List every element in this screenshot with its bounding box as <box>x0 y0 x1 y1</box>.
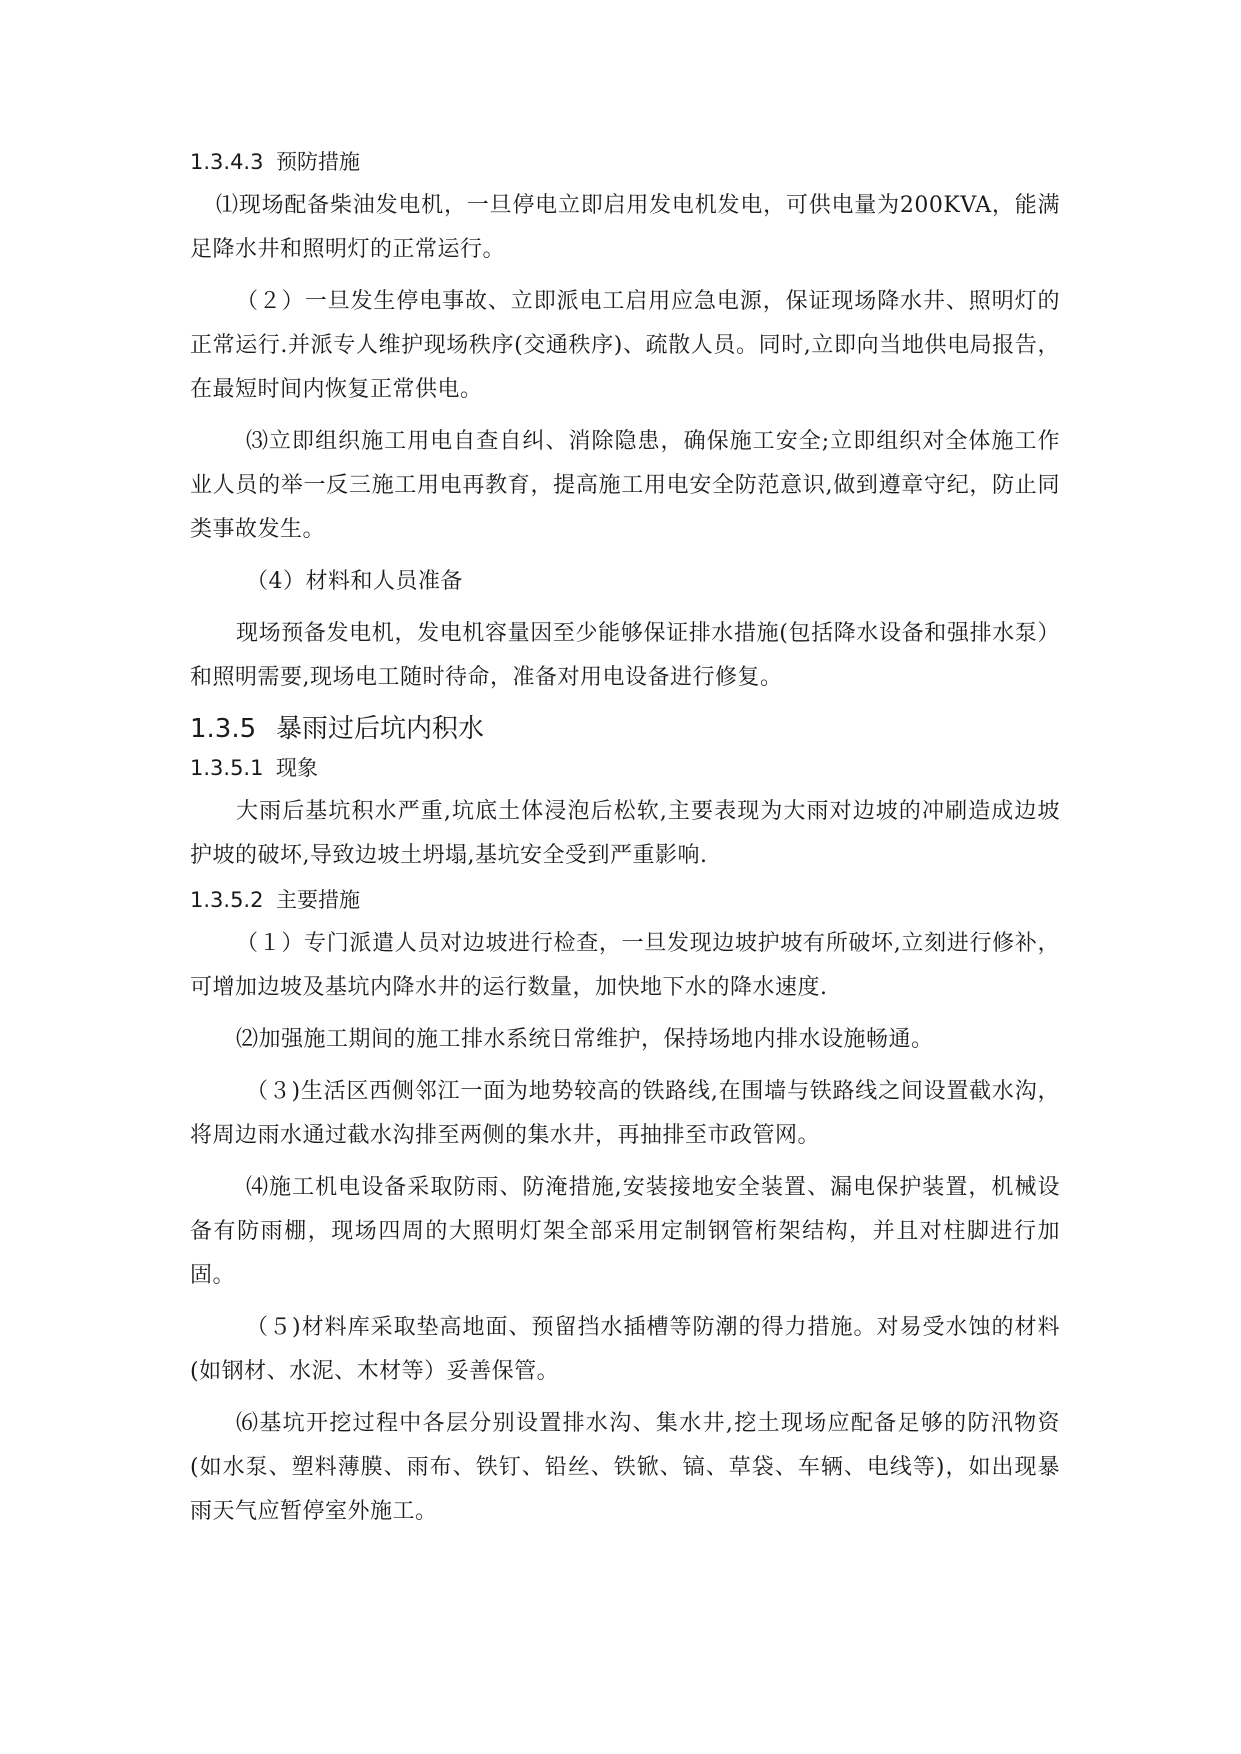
document-page <box>190 148 1060 1542</box>
heading-number: 1.3.5.1 <box>190 756 264 780</box>
paragraph: ⑶立即组织施工用电自查自纠、消除隐患，确保施工安全;立即组织对全体施工作业人员的举一反三施工用电再教育，提高施工用电安全防范意识,做到遵章守纪，防止同类事故发生。 <box>190 429 1060 542</box>
paragraph: 现场预备发电机，发电机容量因至少能够保证排水措施(包括降水设备和强排水泵）和照明需要,现场电工随时待命，准备对用电设备进行修复。 <box>190 621 1060 690</box>
paragraph: （4）材料和人员准备 <box>246 569 463 594</box>
heading-title: 主要措施 <box>276 888 360 912</box>
paragraph: 大雨后基坑积水严重,坑底土体浸泡后松软,主要表现为大雨对边坡的冲刷造成边坡护坡的破坏,导致边坡土坍塌,基坑安全受到严重影响. <box>190 799 1060 868</box>
heading-title: 暴雨过后坑内积水 <box>276 714 485 744</box>
paragraph: （２）一旦发生停电事故、立即派电工启用应急电源，保证现场降水井、照明灯的正常运行.并派专人维护现场秩序(交通秩序)、疏散人员。同时,立即向当地供电局报告，在最短时间内恢复正常供电。 <box>190 289 1060 402</box>
paragraph: ⑵加强施工期间的施工排水系统日常维护，保持场地内排水设施畅通。 <box>236 1027 934 1052</box>
paragraph: ⑴现场配备柴油发电机，一旦停电立即启用发电机发电，可供电量为200KVA，能满足降水井和照明灯的正常运行。 <box>190 193 1060 262</box>
heading-1-3-5 <box>190 712 1060 746</box>
heading-1-3-5-2 <box>190 886 1060 914</box>
heading-number: 1.3.5.2 <box>190 888 264 912</box>
heading-title: 预防措施 <box>276 150 360 174</box>
paragraph: （１）专门派遣人员对边坡进行检查，一旦发现边坡护坡有所破坏,立刻进行修补，可增加边坡及基坑内降水井的运行数量，加快地下水的降水速度. <box>190 931 1060 1000</box>
heading-number: 1.3.4.3 <box>190 150 264 174</box>
paragraph: （５)材料库采取垫高地面、预留挡水插槽等防潮的得力措施。对易受水蚀的材料(如钢材、水泥、木材等）妥善保管。 <box>190 1315 1060 1384</box>
heading-number: 1.3.5 <box>190 714 257 744</box>
paragraph: ⑷施工机电设备采取防雨、防淹措施,安装接地安全装置、漏电保护装置，机械设备有防雨棚，现场四周的大照明灯架全部采用定制钢管桁架结构，并且对柱脚进行加固。 <box>190 1175 1060 1288</box>
heading-1-3-5-1 <box>190 754 1060 782</box>
heading-1-3-4-3 <box>190 148 1060 176</box>
heading-title: 现象 <box>276 756 318 780</box>
paragraph: ⑹基坑开挖过程中各层分别设置排水沟、集水井,挖土现场应配备足够的防汛物资(如水泵、塑料薄膜、雨布、铁钉、铅丝、铁锨、镐、草袋、车辆、电线等)，如出现暴雨天气应暂停室外施工。 <box>190 1411 1060 1524</box>
paragraph: （３)生活区西侧邻江一面为地势较高的铁路线,在围墙与铁路线之间设置截水沟，将周边雨水通过截水沟排至两侧的集水井，再抽排至市政管网。 <box>190 1079 1060 1148</box>
